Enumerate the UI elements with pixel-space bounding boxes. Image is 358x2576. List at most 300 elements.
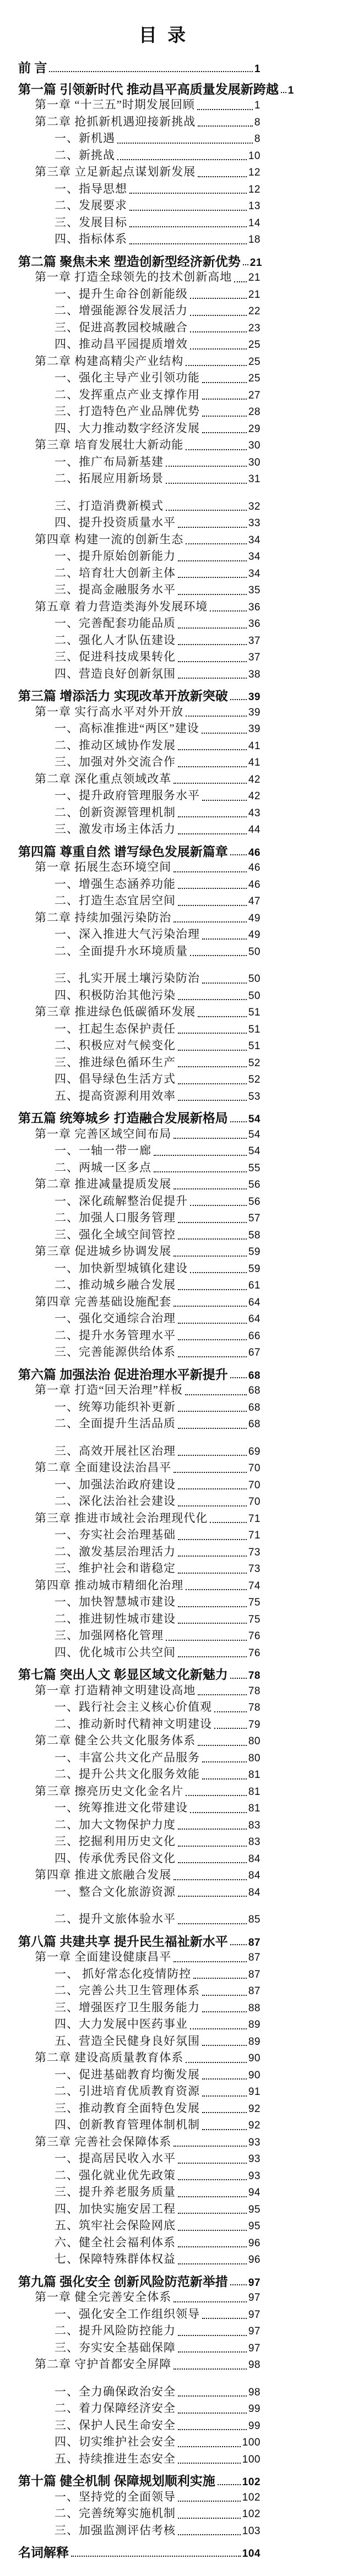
toc-entry-label: 第一章 实行高水平对外开放 (35, 705, 184, 718)
toc-entry-label: 一、深入推进大气污染治理 (55, 927, 200, 941)
toc-page-number: 44 (248, 824, 261, 836)
toc-entry-label: 五、持续推进生态安全 (55, 2452, 176, 2465)
toc-page-number: 80 (248, 1752, 261, 1764)
toc-entry-label: 一、加快智慧城市建设 (55, 1595, 176, 1608)
leader-dots (198, 176, 247, 177)
toc-entry-label: 第二章 深化重点领域改革 (35, 772, 172, 785)
toc-entry-label: 二、强化人才队伍建设 (55, 633, 176, 647)
toc-row (18, 1883, 261, 1900)
toc-page-number: 98 (248, 2359, 261, 2371)
toc-row (18, 2234, 261, 2251)
toc-entry-label: 一、强化交通综合治理 (55, 1312, 176, 1325)
leader-dots (202, 382, 247, 383)
leader-dots (173, 2146, 247, 2147)
leader-dots (173, 783, 247, 784)
leader-dots (186, 1795, 247, 1796)
toc-row (18, 581, 261, 598)
toc-page-number: 39 (248, 706, 261, 718)
toc-page-number: 97 (248, 2277, 261, 2289)
toc-entry-label: 第一章 健全完善安全体系 (35, 2290, 172, 2304)
toc-row (18, 753, 261, 770)
leader-dots (178, 816, 247, 817)
toc-entry-label: 二、发展要求 (55, 199, 127, 212)
toc-row (18, 1492, 261, 1509)
leader-dots (178, 2429, 247, 2430)
toc-entry-label: 第五章 着力营造类海外发展环境 (35, 599, 208, 613)
leader-dots (186, 543, 247, 544)
leader-dots (178, 2246, 247, 2247)
toc-page-number: 21 (248, 288, 261, 301)
toc-entry-label: 一、推广布局新基建 (55, 455, 164, 468)
toc-row (18, 2200, 261, 2217)
toc-entry-label: 一、提升生命谷创新能级 (55, 287, 188, 301)
toc-page-number: 68 (248, 1369, 261, 1382)
leader-dots (178, 1050, 247, 1051)
toc-row (18, 909, 261, 926)
toc-page-number: 46 (248, 878, 261, 891)
toc-entry-label: 二、着力保障经济安全 (55, 2402, 176, 2415)
toc-page-number: 22 (248, 305, 261, 317)
toc-page-number: 85 (248, 1914, 261, 1925)
toc-row (18, 1209, 261, 1226)
toc-row (18, 875, 261, 892)
toc-entry-label: 三、扎实开展土壤污染防治 (55, 972, 200, 985)
leader-dots (190, 331, 247, 332)
toc-page-number: 54 (248, 1128, 261, 1140)
leader-dots (178, 594, 247, 595)
toc-page-number: 79 (248, 1718, 261, 1731)
toc-page-number: 1 (254, 63, 261, 75)
toc-row (18, 1559, 261, 1576)
toc-page-number: 1 (288, 84, 294, 96)
toc-row (18, 1543, 261, 1560)
toc-row (18, 2488, 261, 2505)
toc-entry-label: 第二章 抢抓新机遇迎接新挑战 (35, 114, 196, 128)
toc-page-number: 97 (248, 2326, 261, 2337)
toc-row (18, 564, 261, 581)
toc-page-number: 97 (248, 2308, 261, 2321)
toc-row (18, 2450, 261, 2467)
toc-entry-label: 第二章 构建高精尖产业结构 (35, 354, 184, 368)
toc-entry-label: 第二章 持续加强污染防治 (35, 910, 172, 924)
toc-entry-label: 第二篇 聚焦未来 塑造创新型经济新优势 (18, 254, 241, 269)
leader-dots (190, 348, 247, 350)
toc-row (18, 1142, 261, 1159)
leader-dots (49, 71, 253, 72)
leader-dots (178, 1862, 247, 1863)
toc-entry-label: 一、加强法治政府建设 (55, 1477, 176, 1491)
toc-page-number: 75 (248, 1613, 261, 1625)
toc-entry-label: 第三章 擦亮历史文化金名片 (35, 1784, 184, 1798)
toc-row (18, 497, 261, 514)
leader-dots (178, 1356, 247, 1357)
toc-page-number: 73 (248, 1546, 261, 1558)
leader-dots (178, 1455, 247, 1456)
toc-row (18, 1415, 261, 1432)
toc-entry-label: 一、强化安全工作组织领导 (55, 2307, 200, 2321)
toc-page-number: 37 (248, 652, 261, 663)
toc-page-number: 47 (248, 896, 261, 907)
toc-entry-label: 四、切实维护社会安全 (55, 2435, 176, 2448)
toc-page-number: 23 (248, 322, 261, 334)
toc-entry-label: 二、推动区域协作发展 (55, 738, 176, 752)
leader-dots (202, 1995, 247, 1996)
toc-page-number: 76 (248, 1630, 261, 1642)
toc-row (18, 1782, 261, 1799)
toc-row (18, 1087, 261, 1104)
leader-dots (178, 888, 247, 889)
toc-entry-label: 二、推动新时代精神文明建设 (55, 1717, 212, 1731)
toc-page-number: 87 (248, 1936, 261, 1949)
toc-page-number: 67 (248, 1347, 261, 1358)
toc-row (18, 1054, 261, 1071)
toc-page-number: 34 (248, 551, 261, 563)
leader-dots (178, 833, 247, 834)
toc-row (18, 436, 261, 453)
leader-dots (202, 2095, 247, 2097)
leader-dots (166, 483, 247, 484)
toc-page-number: 87 (248, 1952, 261, 1963)
toc-page-number: 34 (248, 534, 261, 546)
leader-dots (178, 1339, 247, 1340)
leader-dots (243, 264, 248, 265)
toc-row (18, 2116, 261, 2133)
leader-dots (178, 1238, 247, 1240)
toc-page-number: 94 (248, 2187, 261, 2198)
toc-entry-label: 第四章 构建一流的创新生态 (35, 532, 184, 546)
leader-dots (178, 999, 247, 1000)
toc-entry-label: 三、提高金融服务水平 (55, 583, 176, 596)
leader-dots (178, 2213, 247, 2214)
toc-entry-label: 第一章 完善区域空间布局 (35, 1127, 172, 1140)
toc-entry-label: 第三篇 增添活力 实现改革开放新突破 (18, 689, 228, 703)
toc-page-number: 46 (248, 847, 261, 859)
leader-dots (202, 2112, 247, 2113)
toc-entry-label: 四、创新教育管理体制机制 (55, 2118, 200, 2131)
toc-row (18, 1242, 261, 1259)
toc-row (18, 2399, 261, 2416)
toc-row (18, 2082, 261, 2099)
leader-dots (178, 527, 247, 528)
toc-row (18, 1610, 261, 1627)
toc-row (18, 96, 261, 113)
toc-page-number: 84 (248, 1870, 261, 1881)
leader-dots (178, 1606, 247, 1607)
toc-entry-label: 一、高标准推进“两区”建设 (55, 722, 199, 735)
toc-entry-label: 二、全面提升水环境质量 (55, 944, 188, 958)
toc-row (18, 2015, 261, 2032)
toc-entry-label: 三、发展目标 (55, 215, 127, 229)
toc-entry-label: 二、提升公共文化服务效能 (55, 1767, 200, 1781)
toc-page-number: 102 (242, 2508, 261, 2520)
toc-page-number: 28 (248, 406, 261, 418)
toc-entry-label: 二、创新资源管理机制 (55, 805, 176, 819)
toc-page-number: 21 (248, 272, 261, 283)
leader-dots (178, 1289, 247, 1290)
toc-row (18, 1832, 261, 1849)
toc-entry-label: 四、大力推动数字经济发展 (55, 421, 200, 435)
toc-entry-label: 第一章 打造全球领先的技术创新高地 (35, 270, 232, 283)
toc-entry-label: 二、加强人口服务管理 (55, 1211, 176, 1224)
toc-page-number: 59 (248, 1246, 261, 1258)
toc-row (18, 892, 261, 909)
toc-page-number: 84 (248, 1853, 261, 1865)
leader-dots (129, 193, 247, 194)
leader-dots (178, 2501, 241, 2502)
leader-dots (230, 1678, 247, 1679)
toc-entry-label: 三、高效开展社区治理 (55, 1444, 176, 1458)
toc-row (18, 2355, 261, 2372)
toc-entry-label: 第三章 推进市域社会治理现代化 (35, 1511, 208, 1525)
toc-entry-label: 名词解释 (18, 2545, 69, 2559)
toc-page-number: 102 (242, 2476, 261, 2488)
toc-page-number: 37 (248, 635, 261, 647)
leader-dots (173, 1256, 247, 1257)
leader-dots (234, 281, 247, 282)
toc-row (18, 1036, 261, 1054)
leader-dots (178, 1066, 247, 1067)
toc-row (18, 858, 261, 875)
toc-row (18, 2305, 261, 2322)
toc-page-number: 71 (248, 1530, 261, 1541)
leader-dots (190, 955, 247, 956)
leader-dots (202, 938, 247, 940)
leader-dots (186, 2062, 247, 2063)
toc-page-number: 58 (248, 1229, 261, 1241)
toc-row (18, 1715, 261, 1732)
leader-dots (173, 1306, 247, 1307)
toc-row (18, 129, 261, 146)
toc-entry-label: 第二章 守护首都安全屏障 (35, 2357, 172, 2371)
leader-dots (202, 2078, 247, 2080)
toc-entry-label: 二、打造生态宜居空间 (55, 894, 176, 907)
leader-dots (178, 2351, 247, 2353)
leader-dots (210, 1522, 247, 1523)
toc-row (18, 1125, 261, 1142)
toc-page-number: 81 (248, 1769, 261, 1781)
toc-entry-label: 三、推动教育全面特色发展 (55, 2101, 200, 2115)
toc-row (18, 1526, 261, 1543)
toc-row (18, 1070, 261, 1087)
toc-page-number: 97 (248, 2292, 261, 2304)
toc-row (18, 1020, 261, 1037)
toc-row (18, 1644, 261, 1661)
toc-row (18, 1927, 261, 1949)
leader-dots (202, 2318, 247, 2319)
toc-page-number: 25 (248, 339, 261, 351)
leader-dots (202, 800, 247, 801)
leader-dots (173, 871, 247, 872)
toc-page-number: 76 (248, 1647, 261, 1659)
toc-page-number: 41 (248, 740, 261, 752)
toc-row (18, 319, 261, 336)
toc-entry-label: 二、激发基层治理活力 (55, 1544, 176, 1558)
toc-entry-label: 四、指标体系 (55, 232, 127, 245)
toc-page-number: 78 (248, 1702, 261, 1713)
leader-dots (186, 449, 247, 450)
leader-dots (178, 1923, 247, 1924)
leader-dots (173, 1961, 247, 1962)
toc-page-number: 38 (248, 668, 261, 680)
toc-row (18, 1442, 261, 1459)
toc-page-number: 51 (248, 1007, 261, 1018)
toc-entry-label: 一、增强生态涵养功能 (55, 877, 176, 891)
toc-entry-label: 一、整合文化旅游资源 (55, 1885, 176, 1898)
toc-page-number: 30 (248, 456, 261, 468)
toc-entry-label: 一、 抓好常态化疫情防控 (55, 1967, 192, 1980)
leader-dots (166, 466, 247, 467)
toc-page-number: 95 (248, 2203, 261, 2215)
toc-row (18, 1910, 261, 1927)
toc-row (18, 2183, 261, 2200)
toc-row (18, 631, 261, 648)
toc-row (18, 2383, 261, 2400)
leader-dots (178, 2263, 247, 2264)
toc-page-number: 87 (248, 1968, 261, 1980)
toc-row (18, 1576, 261, 1593)
toc-page-number: 90 (248, 2053, 261, 2064)
toc-page-number: 30 (248, 440, 261, 451)
leader-dots (230, 699, 247, 700)
toc-entry-label: 三、增强医疗卫生服务能力 (55, 2000, 200, 2014)
leader-dots (178, 2179, 247, 2180)
toc-page-number: 99 (248, 2403, 261, 2415)
toc-page-number: 87 (248, 1985, 261, 1997)
toc-entry-label: 第七篇 突出人文 彰显区域文化新魅力 (18, 1667, 228, 1682)
leader-dots (230, 2284, 247, 2285)
toc-page-number: 83 (248, 1819, 261, 1831)
leader-dots (173, 1188, 247, 1189)
toc-row (18, 1343, 261, 1360)
toc-page-number: 97 (248, 2342, 261, 2354)
leader-dots (178, 905, 247, 906)
toc-entry-label: 前 言 (18, 61, 47, 75)
toc-row (18, 1360, 261, 1382)
toc-page-number: 32 (248, 500, 261, 512)
leader-dots (178, 627, 247, 629)
toc-row (18, 402, 261, 419)
toc-entry-label: 第一章 打造精神文明建设高地 (35, 1683, 196, 1697)
toc-row (18, 2322, 261, 2339)
leader-dots (178, 1033, 247, 1034)
toc-entry-label: 一、全力确保政治安全 (55, 2384, 176, 2398)
toc-entry-label: 二、增强能源谷发展活力 (55, 304, 188, 317)
toc-entry-label: 五、提高资源利用效率 (55, 1089, 176, 1103)
toc-entry-label: 三、激发市场主体活力 (55, 822, 176, 836)
toc-row (18, 419, 261, 436)
leader-dots (178, 2395, 247, 2397)
toc-row (18, 1175, 261, 1192)
toc-page-number: 64 (248, 1313, 261, 1325)
toc-page-number: 33 (248, 517, 261, 529)
toc-row (18, 2416, 261, 2433)
leader-dots (185, 1394, 247, 1395)
leader-dots (190, 298, 247, 299)
leader-dots (190, 1812, 247, 1813)
toc-page-number: 70 (248, 1479, 261, 1491)
toc-entry-label: 三、促进科技成果转化 (55, 650, 176, 663)
toc-row (18, 2433, 261, 2450)
toc-row (18, 1965, 261, 1982)
leader-dots (230, 1944, 247, 1945)
toc-entry-label: 三、提升养老服务质量 (55, 2185, 176, 2198)
leader-dots (198, 1016, 247, 1017)
toc-entry-label: 第三章 立足新起点谋划新发展 (35, 165, 196, 178)
toc-entry-label: 第二章 全面建设法治昌平 (35, 1461, 172, 1474)
toc-page-number: 25 (248, 373, 261, 384)
toc-entry-label: 二、全面提升生活品质 (55, 1417, 176, 1430)
toc-row (18, 2339, 261, 2356)
leader-dots (230, 1377, 247, 1378)
toc-entry-label: 第四章 完善基础设施配套 (35, 1295, 172, 1308)
toc-row (18, 1104, 261, 1125)
leader-dots (178, 2518, 241, 2519)
leader-dots (178, 577, 247, 578)
leader-dots (178, 2230, 247, 2231)
toc-page-number: 96 (248, 2237, 261, 2249)
leader-dots (186, 1589, 247, 1590)
leader-dots (178, 678, 247, 679)
toc-entry-label: 第五篇 统筹城乡 打造融合发展新格局 (18, 1111, 228, 1125)
leader-dots (178, 1323, 247, 1324)
toc-row (18, 736, 261, 754)
toc-page-number: 59 (248, 1263, 261, 1275)
leader-dots (214, 1728, 247, 1729)
leader-dots (178, 1556, 247, 1557)
toc-row (18, 197, 261, 214)
toc-row (18, 787, 261, 804)
toc-entry-label: 二、提升文旅体验水平 (55, 1912, 176, 1925)
leader-dots (173, 1138, 247, 1139)
toc-page-number: 27 (248, 389, 261, 401)
leader-dots (117, 159, 247, 160)
toc-entry-label: 七、保障特殊群体权益 (55, 2252, 176, 2266)
toc-page-number: 54 (248, 1145, 261, 1157)
toc-entry-label: 四、营造良好创新氛围 (55, 667, 176, 680)
toc-page-number: 100 (242, 2437, 261, 2448)
toc-page-number: 53 (248, 1090, 261, 1103)
toc-entry-label: 第三章 推进绿色低碳循环发展 (35, 1005, 196, 1018)
toc-row (18, 1259, 261, 1276)
toc-entry-label: 四、推动昌平园提质增效 (55, 337, 188, 351)
toc-row (18, 2066, 261, 2083)
toc-entry-label: 第八篇 共建共享 提升民生福祉新水平 (18, 1934, 228, 1949)
toc-row (18, 1593, 261, 1610)
toc-entry-label: 二、推进韧性城市建设 (55, 1612, 176, 1625)
toc-entry-label: 第四篇 尊重自然 谱写绿色发展新篇章 (18, 844, 228, 859)
toc-entry-label: 二、培育壮大创新主体 (55, 566, 176, 580)
toc-page-number: 25 (248, 356, 261, 368)
toc-page-number: 42 (248, 790, 261, 802)
toc-row (18, 53, 261, 75)
toc-page-number: 49 (248, 929, 261, 941)
leader-dots (178, 1656, 247, 1657)
toc-row (18, 1982, 261, 1999)
leader-dots (129, 226, 247, 227)
leader-dots (173, 2368, 247, 2370)
toc-row (18, 1476, 261, 1493)
toc-entry-label: 二、积极应对气候变化 (55, 1039, 176, 1052)
toc-page-number: 46 (248, 862, 261, 874)
toc-row (18, 1732, 261, 1749)
leader-dots (173, 1472, 247, 1473)
toc-page-number: 78 (248, 1685, 261, 1697)
toc-entry-label: 第一篇 引领新时代 推动昌平高质量发展新跨越 (18, 81, 279, 96)
leader-dots (154, 1171, 247, 1172)
toc-page-number: 41 (248, 757, 261, 768)
toc-row (18, 1627, 261, 1644)
toc-page-number: 64 (248, 1296, 261, 1308)
